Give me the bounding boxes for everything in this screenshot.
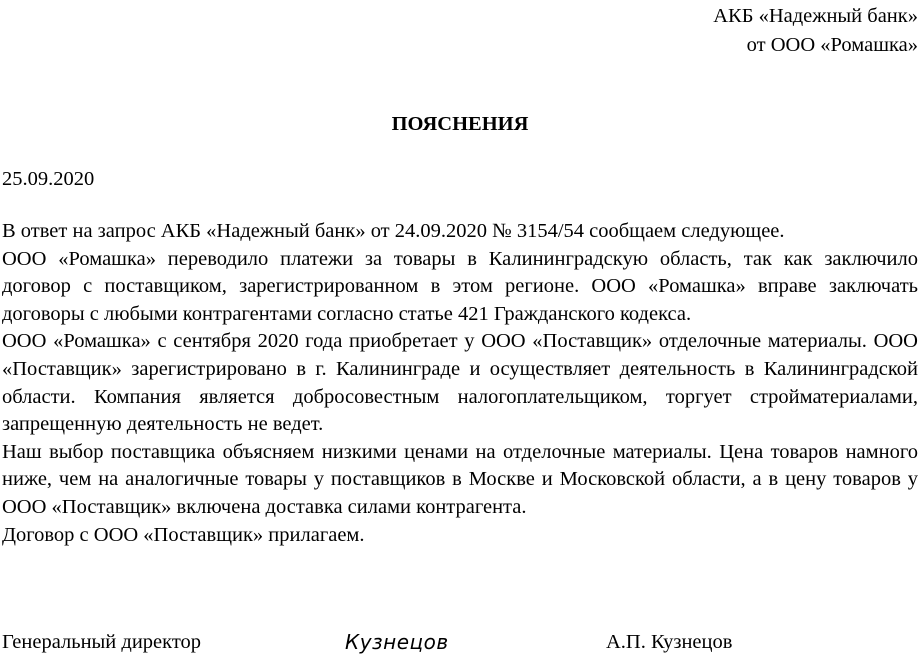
paragraph-request-reference: В ответ на запрос АКБ «Надежный банк» от 24.09.2020 № 3154/54 сообщаем следующее. (2, 220, 785, 242)
paragraph-supplier-choice: Наш выбор поставщика объясняем низкими ценами на отделочные материалы. Цена товаров намного ниже, чем на аналогичные товары у поставщиков в Москве и Московской области, а в цену товаров у ООО «Поставщик» включена доставка силами контрагента. (2, 440, 918, 518)
paragraph-attachment: Договор с ООО «Поставщик» прилагаем. (2, 523, 365, 546)
signature-row (2, 628, 918, 656)
addressee-recipient: АКБ «Надежный банк» (713, 5, 918, 27)
paragraph-supplier-info: ООО «Ромашка» с сентября 2020 года приобретает у ООО «Поставщик» отделочные материалы. ООО «Поставщик» зарегистрировано в г. Калининграде и осуществляет деятельность в Калининградской области. Компания является добросовестным налогоплательщиком, торгует стройматериалами, запрещенную деятельность не ведет. (2, 330, 918, 436)
addressee-sender: от ООО «Ромашка» (746, 34, 918, 56)
document-body (2, 218, 918, 549)
handwritten-signature: Кузнецов (345, 630, 449, 654)
document-title: ПОЯСНЕНИЯ (391, 113, 529, 135)
addressee-block (713, 2, 918, 60)
paragraph-payments-explanation: ООО «Ромашка» переводило платежи за товары в Калининградскую область, так как заключило договор с поставщиком, зарегистрированном в этом регионе. ООО «Ромашка» вправе заключать договоры с любыми контрагентами согласно статье 421 Гражданского кодекса. (2, 247, 918, 325)
document-date: 25.09.2020 (2, 168, 95, 190)
signatory-position: Генеральный директор (2, 631, 202, 653)
signatory-name: А.П. Кузнецов (606, 631, 733, 653)
